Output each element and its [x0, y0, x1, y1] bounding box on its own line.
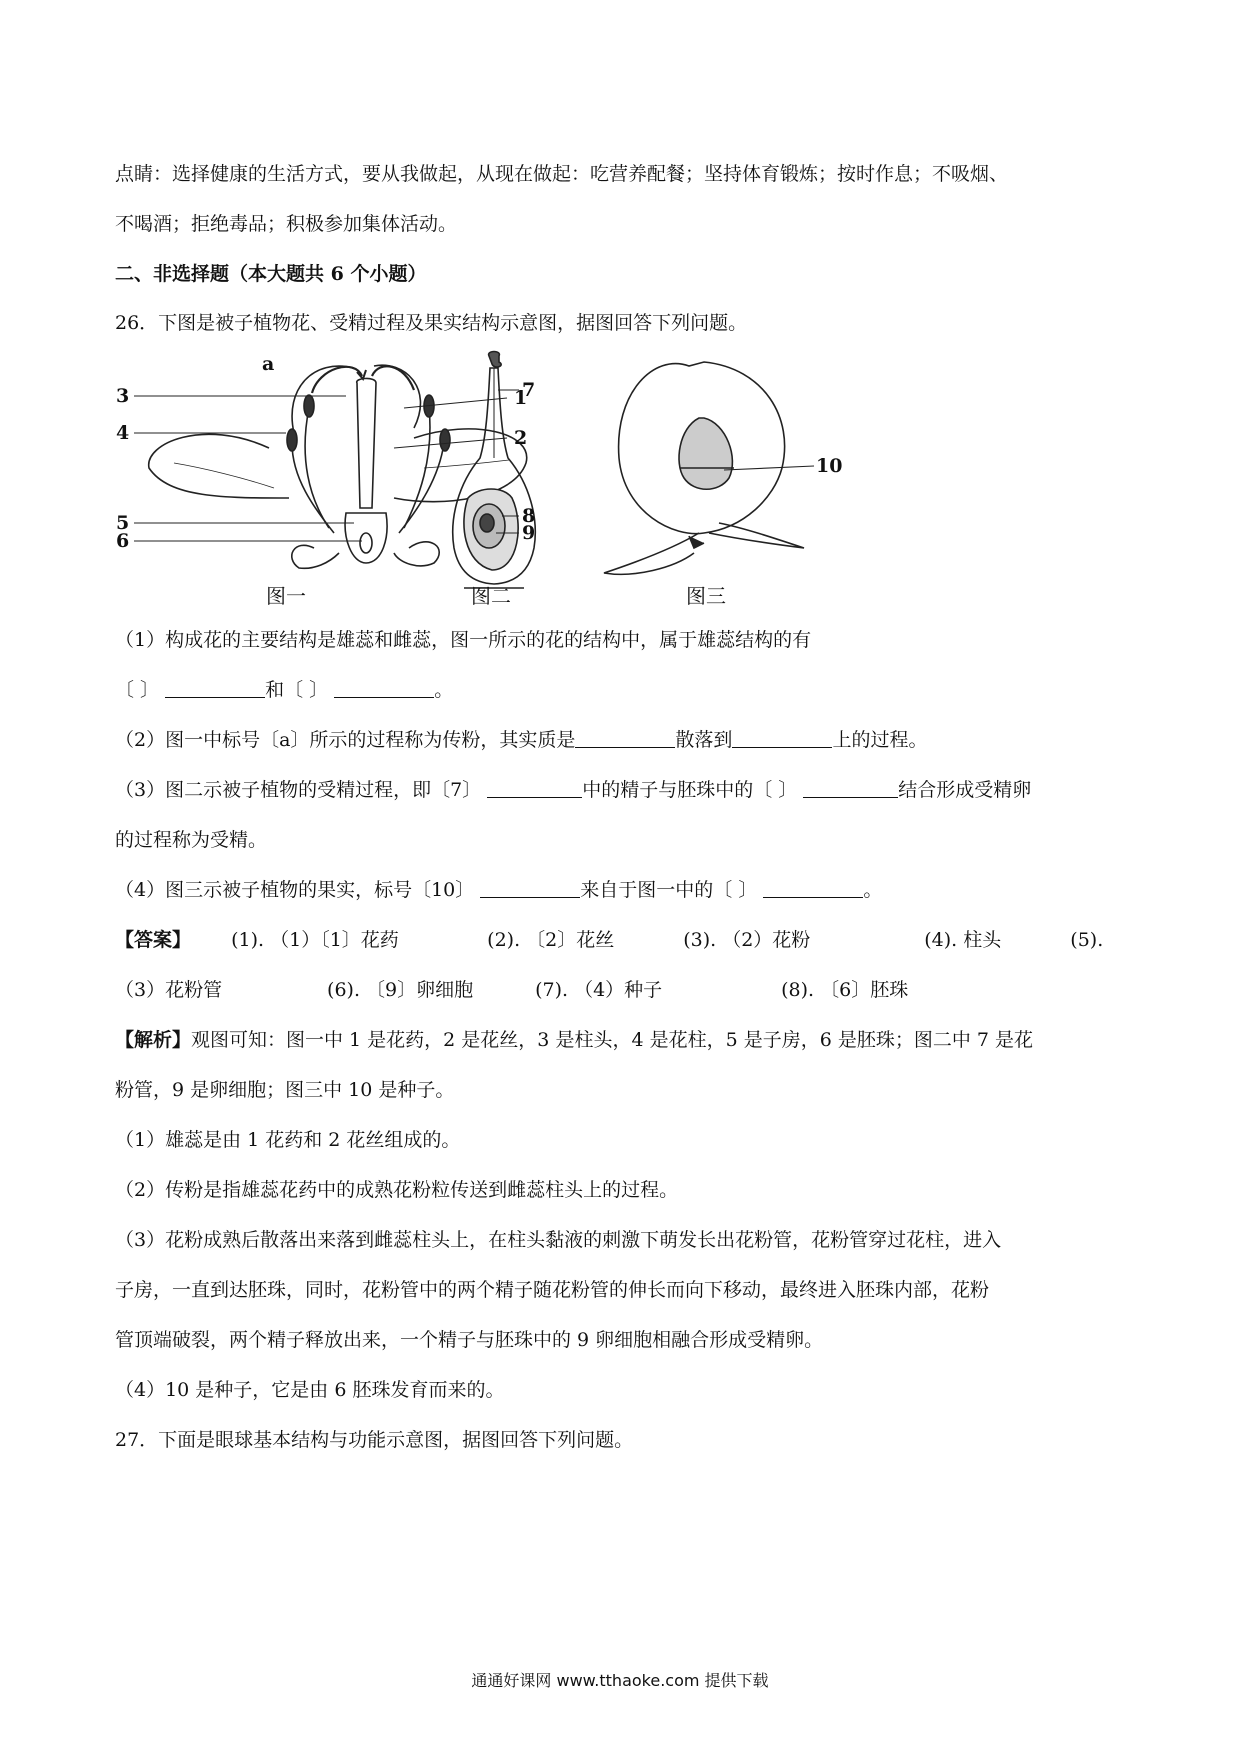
- q26-answers-line2: [115, 978, 1132, 1002]
- fig1-label-4: 4: [116, 422, 130, 444]
- p3-end: 结合形成受精卵: [898, 779, 1032, 801]
- q26-analysis-part3-line2: 子房，一直到达胚珠，同时，花粉管中的两个精子随花粉管的伸长而向下移动，最终进入胚珠内部，花粉: [115, 1279, 990, 1301]
- q26-analysis-part2: （2）传粉是指雄蕊花药中的成熟花粉粒传送到雌蕊柱头上的过程。: [115, 1179, 679, 1201]
- blank-6: [803, 779, 898, 798]
- p1-end: 。: [434, 679, 454, 701]
- fig1-label-1: 1: [514, 387, 528, 409]
- p2-end: 上的过程。: [832, 729, 928, 751]
- p1-bracket-open: 〔 〕: [115, 679, 160, 701]
- fig3-caption: 图三: [686, 584, 726, 608]
- fig2-label-8: 8: [522, 505, 536, 527]
- fig1-label-2: 2: [514, 427, 528, 449]
- q26-part1-line1: （1）构成花的主要结构是雄蕊和雌蕊，图一所示的花的结构中，属于雄蕊结构的有: [115, 629, 812, 651]
- flower-diagrams: [114, 348, 912, 610]
- fig3-label-10: 10: [816, 455, 843, 477]
- blank-2: [334, 679, 434, 698]
- answer-8: (8). 〔6〕胚珠: [781, 979, 909, 1001]
- q26-part3-line2: 的过程称为受精。: [115, 829, 268, 851]
- answer-3: (3). （2）花粉: [683, 929, 811, 951]
- p3-start: （3）图二示被子植物的受精过程，即〔7〕: [115, 779, 482, 801]
- fig2-label-7: 7: [522, 379, 536, 401]
- p4-start: （4）图三示被子植物的果实，标号〔10〕: [115, 879, 475, 901]
- p4-end: 。: [863, 879, 883, 901]
- blank-4: [732, 729, 832, 748]
- q26-analysis-part3-line3: 管顶端破裂，两个精子释放出来，一个精子与胚珠中的 9 卵细胞相融合形成受精卵。: [115, 1329, 824, 1351]
- analysis-text-1: 观图可知：图一中 1 是花药，2 是花丝，3 是柱头，4 是花柱，5 是子房，6 是胚珠；图二中 7 是花: [191, 1029, 1033, 1051]
- blank-7: [480, 879, 580, 898]
- fig1-label-a: a: [262, 353, 275, 375]
- blank-5: [487, 779, 582, 798]
- q26-stem: 26．下图是被子植物花、受精过程及果实结构示意图，据图回答下列问题。: [115, 312, 748, 334]
- q26-analysis-line1: [115, 1028, 1132, 1052]
- fruit-diagram: [604, 362, 814, 574]
- section-title: 二、非选择题（本大题共 6 个小题）: [115, 263, 427, 285]
- analysis-label: 【解析】: [115, 1029, 192, 1051]
- answer-5-number: (5).: [1070, 929, 1104, 951]
- answer-label: 【答案】: [115, 929, 192, 951]
- p4-mid: 来自于图一中的〔 〕: [580, 879, 758, 901]
- q26-analysis-part3-line1: （3）花粉成熟后散落出来落到雌蕊柱头上，在柱头黏液的刺激下萌发长出花粉管，花粉管穿过花柱，进入: [115, 1229, 1002, 1251]
- q26-part2: [115, 728, 1132, 752]
- p1-and: 和〔 〕: [265, 679, 329, 701]
- q26-figure: [114, 348, 912, 610]
- fig1-label-6: 6: [116, 530, 130, 552]
- p3-mid: 中的精子与胚珠中的〔 〕: [582, 779, 798, 801]
- blank-3: [575, 729, 675, 748]
- tip-line-2: 不喝酒；拒绝毒品；积极参加集体活动。: [115, 213, 458, 235]
- answer-5: （3）花粉管: [115, 979, 223, 1001]
- fig2-caption: 图二: [471, 584, 511, 608]
- q26-part4: [115, 878, 1132, 902]
- p2-mid: 散落到: [675, 729, 733, 751]
- q26-analysis-part4: （4）10 是种子，它是由 6 胚珠发育而来的。: [115, 1379, 505, 1401]
- blank-1: [165, 679, 265, 698]
- q27-stem: 27．下面是眼球基本结构与功能示意图，据图回答下列问题。: [115, 1429, 634, 1451]
- fig2-label-9: 9: [522, 522, 536, 544]
- q26-analysis-part1: （1）雄蕊是由 1 花药和 2 花丝组成的。: [115, 1129, 461, 1151]
- answer-4: (4). 柱头: [924, 929, 1002, 951]
- fig1-label-3: 3: [116, 385, 130, 407]
- q26-part3-line1: [115, 778, 1132, 802]
- q26-answers-line1: [115, 928, 1132, 952]
- fig1-label-5: 5: [116, 512, 130, 534]
- answer-7: (7). （4）种子: [535, 979, 663, 1001]
- fig1-caption: 图一: [266, 584, 306, 608]
- tip-line-1: 点睛：选择健康的生活方式，要从我做起，从现在做起：吃营养配餐；坚持体育锻炼；按时作息；不吸烟、: [115, 163, 1009, 185]
- q26-analysis-line2: 粉管，9 是卵细胞；图三中 10 是种子。: [115, 1079, 455, 1101]
- answer-2: (2). 〔2〕花丝: [487, 929, 615, 951]
- blank-8: [763, 879, 863, 898]
- answer-1: (1). （1）〔1〕花药: [231, 929, 399, 951]
- answer-6: (6). 〔9〕卵细胞: [327, 979, 474, 1001]
- page-footer: 通通好课网 www.tthaoke.com 提供下载: [471, 1671, 769, 1690]
- p2-start: （2）图一中标号〔a〕所示的过程称为传粉，其实质是: [115, 729, 576, 751]
- q26-part1-line2: [115, 678, 1132, 702]
